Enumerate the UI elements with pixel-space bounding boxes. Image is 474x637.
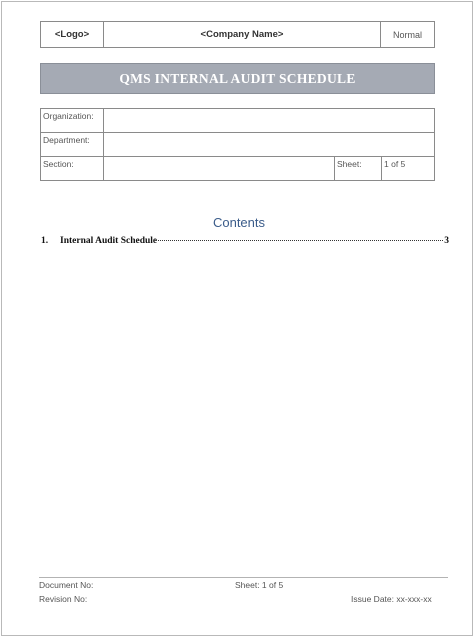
department-label: Department: bbox=[41, 133, 104, 157]
sheet-value: 1 of 5 bbox=[382, 157, 435, 181]
header-table bbox=[40, 21, 435, 48]
toc-entry-title: Internal Audit Schedule bbox=[60, 236, 158, 246]
footer-revision-no: Revision No: bbox=[39, 594, 88, 604]
section-field[interactable] bbox=[104, 157, 335, 181]
info-table bbox=[40, 108, 435, 181]
company-name: <Company Name> bbox=[104, 22, 381, 48]
toc-entry[interactable] bbox=[41, 236, 449, 246]
footer-issue-date: Issue Date: xx-xxx-xx bbox=[351, 594, 432, 604]
footer-sheet: Sheet: 1 of 5 bbox=[235, 580, 284, 590]
logo-placeholder: <Logo> bbox=[41, 22, 104, 48]
footer-document-no: Document No: bbox=[39, 580, 94, 590]
document-page bbox=[1, 1, 473, 636]
footer-divider bbox=[39, 577, 448, 578]
organization-field[interactable] bbox=[104, 109, 435, 133]
toc-entry-number: 1. bbox=[41, 236, 49, 246]
section-label: Section: bbox=[41, 157, 104, 181]
contents-heading: Contents bbox=[212, 215, 266, 230]
sheet-label: Sheet: bbox=[335, 157, 382, 181]
toc-entry-page: 3 bbox=[444, 236, 449, 246]
organization-label: Organization: bbox=[41, 109, 104, 133]
department-field[interactable] bbox=[104, 133, 435, 157]
document-status: Normal bbox=[381, 22, 435, 48]
document-title: QMS INTERNAL AUDIT SCHEDULE bbox=[40, 63, 435, 94]
toc-leader-dots bbox=[158, 240, 443, 241]
